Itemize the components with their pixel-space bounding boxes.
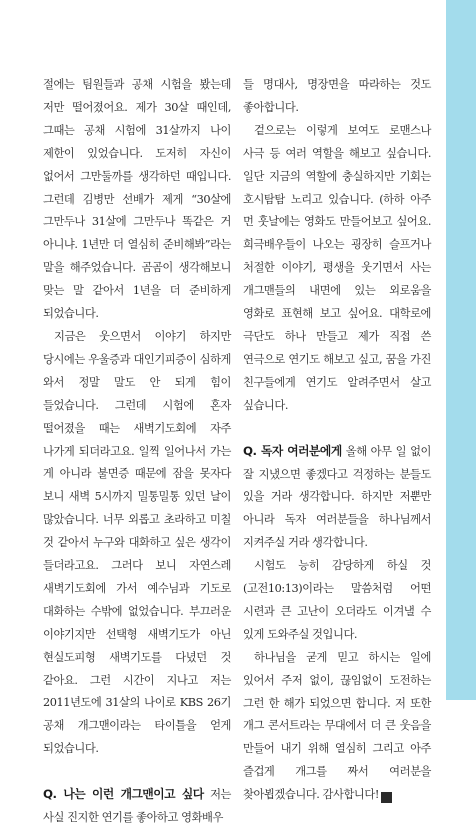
body-paragraph: 겉으로는 이렇게 보여도 로맨스나 사극 등 여러 역할을 해보고 싶습니다. 일단 지금의 역할에 충실하지만 기회는 호시탐탐 노리고 있습니다. (하하 아주 먼 훗날에는 영화도 만들어보고 싶어요. 희극배우들이 나오는 굉장히 슬프거나 처절한 이야기, 평생을 웃기면서 사는 개그맨들의 내면에 있는 외로움을 영화로 표현해 보고 싶어요. 대학로에 극단도 하나 만들고 제가 직접 쓴 연극으로 연기도 해보고 싶고, 꿈을 가진 친구들에게 연기도 알려주면서 살고 싶습니다. [243,123,431,412]
body-paragraph: 지금은 웃으면서 이야기 하지만 당시에는 우울증과 대인기피증이 심하게 와서 정말 말도 안 되게 힘이 들었습니다. 그런데 시험에 혼자 떨어졌을 때는 새벽기도회에 자주 나가게 되더라고요. 일찍 일어나서 가는 게 아니라 불면증 때문에 잠을 못자다 보니 새벽 5시까지 밀통밀통 있던 날이 많았습니다. 너무 외롭고 초라하고 미칠 것 같아서 누구와 대화하고 싶은 생각이 들더라고요. 그러다 보니 자연스레 새벽기도회에 가서 예수님과 기도로 대화하는 수밖에 없었습니다. 부끄러운 이야기지만 선택형 새벽기도가 아닌 현실도피형 새벽기도를 다녔던 것 같아요. 그런 시간이 지나고 저는 2011년도에 31살의 나이로 KBS 26기 공채 개그맨이라는 타이틀을 얻게 되었습니다. [43,329,231,756]
side-color-strip [446,0,476,700]
body-paragraph [243,647,431,807]
question-heading: Q. 독자 여러분에게 [243,443,342,458]
answer-text: 올해 아무 일 없이 잘 지냈으면 좋겠다고 걱정하는 분들도 있을 거라 생각합니다. 하지만 저뿐만 아니라 독자 여러분들을 하나님께서 지켜주실 거라 생각합니다. [243,444,431,550]
question-paragraph [43,783,231,830]
body-paragraph: 절에는 팀원들과 공채 시험을 봤는데 저만 떨어졌어요. 제가 30살 때인데, 그때는 공채 시험에 31살까지 나이 제한이 있었습니다. 도저히 자신이 없어서 그만둘까를 생각하던 때입니다. 그런데 김병만 선배가 제게 “30살에 그만두나 31살에 그만두나 똑같은 거 아니냐. 1년만 더 열심히 준비해봐”라는 말을 해주었습니다. 곰곰이 생각해보니 맞는 말 같아서 1년을 더 준비하게 되었습니다. [43,78,231,321]
section-gap [243,418,431,440]
section-gap [43,761,231,783]
body-paragraph: 들 명대사, 명장면을 따라하는 것도 좋아합니다. [243,78,431,114]
closing-text: 하나님을 굳게 믿고 하시는 일에 있어서 주저 없이, 끊임없이 도전하는 그런 한 해가 되었으면 합니다. 저 또한 개그 콘서트라는 무대에서 더 큰 웃음을 만들어 내기 위해 열심히 그리고 아주 즐겁게 개그를 짜서 여러분을 찾아뵙겠습니다. 감사합니다! [243,650,431,802]
end-mark-icon: N [381,792,392,803]
body-paragraph: 시험도 능히 감당하게 하실 것(고전10:13)이라는 말씀처럼 어떤 시련과 큰 고난이 오더라도 이겨낼 수 있게 도와주실 것입니다. [243,559,431,641]
question-paragraph [243,440,431,556]
answer-text: 저는 사실 진지한 연기를 좋아하고 영화배우 [43,788,231,825]
right-column [243,74,431,807]
question-heading: Q. 나는 이런 개그맨이고 싶다 [43,787,204,802]
left-column [43,74,231,830]
